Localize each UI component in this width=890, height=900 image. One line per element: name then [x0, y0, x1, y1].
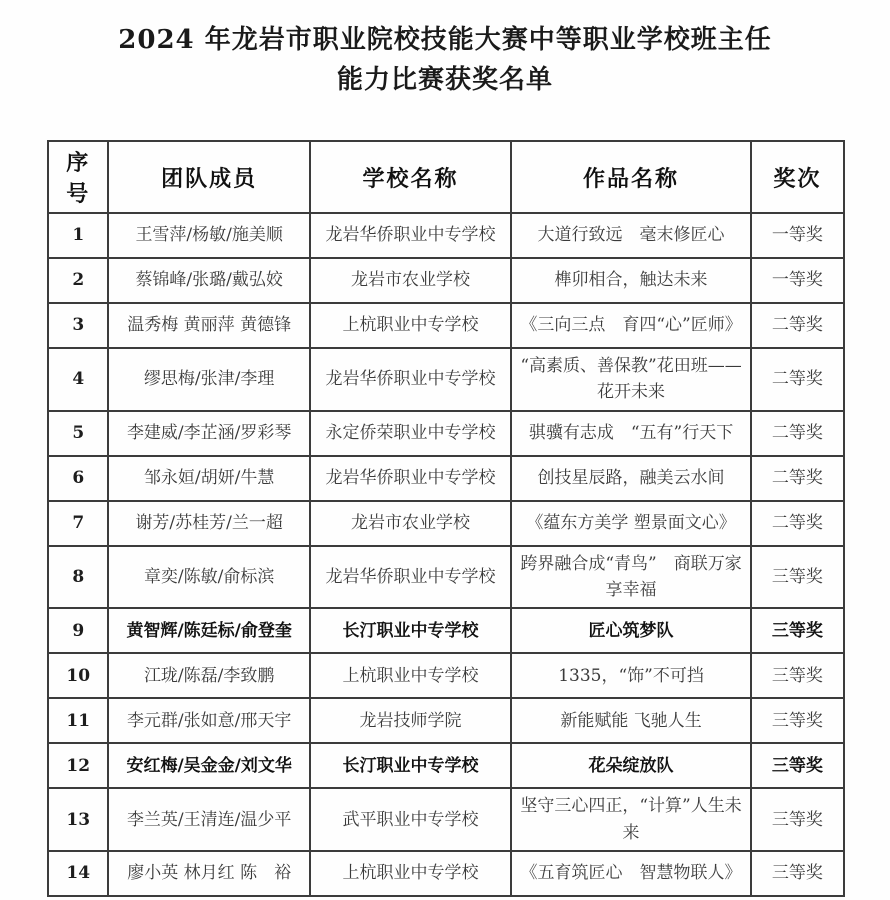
cell-award: 二等奖 [751, 303, 844, 348]
cell-school: 龙岩华侨职业中专学校 [310, 213, 511, 258]
table-row [48, 411, 844, 456]
cell-serial: 2 [48, 258, 108, 303]
table-row [48, 258, 844, 303]
cell-school: 龙岩技师学院 [310, 698, 511, 743]
cell-members: 安红梅/吴金金/刘文华 [108, 743, 309, 788]
cell-work: 《三向三点 育四“心”匠师》 [511, 303, 751, 348]
cell-members: 黄智辉/陈廷标/俞登奎 [108, 608, 309, 653]
table-row [48, 546, 844, 609]
table-row [48, 851, 844, 896]
cell-school: 长汀职业中专学校 [310, 608, 511, 653]
cell-serial: 1 [48, 213, 108, 258]
cell-award: 三等奖 [751, 608, 844, 653]
cell-members: 李元群/张如意/邢天宇 [108, 698, 309, 743]
cell-members: 章奕/陈敏/俞标滨 [108, 546, 309, 609]
cell-members: 蔡锦峰/张璐/戴弘姣 [108, 258, 309, 303]
cell-award: 二等奖 [751, 411, 844, 456]
cell-school: 长汀职业中专学校 [310, 743, 511, 788]
cell-serial: 6 [48, 456, 108, 501]
cell-school: 武平职业中专学校 [310, 788, 511, 851]
cell-award: 三等奖 [751, 698, 844, 743]
cell-work: 《蕴东方美学 塑景面文心》 [511, 501, 751, 546]
table-row [48, 501, 844, 546]
cell-work: 《五育筑匠心 智慧物联人》 [511, 851, 751, 896]
cell-award: 三等奖 [751, 743, 844, 788]
cell-members: 李兰英/王清连/温少平 [108, 788, 309, 851]
cell-work: 新能赋能 飞驰人生 [511, 698, 751, 743]
cell-serial: 10 [48, 653, 108, 698]
column-header-serial: 序号 [48, 141, 108, 213]
cell-work: 1335，“饰”不可挡 [511, 653, 751, 698]
title-line-2: 能力比赛获奖名单 [336, 65, 553, 95]
cell-award: 三等奖 [751, 546, 844, 609]
cell-members: 廖小英 林月红 陈 裕 [108, 851, 309, 896]
cell-school: 龙岩华侨职业中专学校 [310, 546, 511, 609]
cell-work: 匠心筑梦队 [511, 608, 751, 653]
cell-serial: 8 [48, 546, 108, 609]
cell-work: 榫卯相合，触达未来 [511, 258, 751, 303]
cell-school: 永定侨荣职业中专学校 [310, 411, 511, 456]
cell-school: 上杭职业中专学校 [310, 303, 511, 348]
cell-school: 龙岩华侨职业中专学校 [310, 348, 511, 411]
cell-members: 江珑/陈磊/李致鹏 [108, 653, 309, 698]
cell-serial: 11 [48, 698, 108, 743]
column-header-school: 学校名称 [310, 141, 511, 213]
cell-award: 二等奖 [751, 501, 844, 546]
cell-award: 三等奖 [751, 788, 844, 851]
cell-serial: 4 [48, 348, 108, 411]
cell-school: 龙岩市农业学校 [310, 501, 511, 546]
award-results-table [47, 140, 845, 897]
table-row [48, 303, 844, 348]
title-line-1: 2024 年龙岩市职业院校技能大赛中等职业学校班主任 [118, 25, 772, 55]
table-row [48, 698, 844, 743]
cell-members: 李建威/李芷涵/罗彩琴 [108, 411, 309, 456]
cell-work: 大道行致远 毫末修匠心 [511, 213, 751, 258]
cell-work: 花朵绽放队 [511, 743, 751, 788]
cell-serial: 12 [48, 743, 108, 788]
cell-work: 创技星辰路，融美云水间 [511, 456, 751, 501]
cell-work: “高素质、善保教”花田班——花开未来 [511, 348, 751, 411]
cell-school: 龙岩华侨职业中专学校 [310, 456, 511, 501]
column-header-work: 作品名称 [511, 141, 751, 213]
table-header-row [48, 141, 844, 213]
cell-award: 二等奖 [751, 456, 844, 501]
cell-serial: 9 [48, 608, 108, 653]
cell-work: 跨界融合成“青鸟” 商联万家享幸福 [511, 546, 751, 609]
cell-members: 温秀梅 黄丽萍 黄德锋 [108, 303, 309, 348]
table-row [48, 608, 844, 653]
cell-serial: 14 [48, 851, 108, 896]
cell-school: 上杭职业中专学校 [310, 653, 511, 698]
cell-award: 一等奖 [751, 258, 844, 303]
cell-serial: 5 [48, 411, 108, 456]
page-title [0, 20, 890, 100]
column-header-members: 团队成员 [108, 141, 309, 213]
cell-work: 骐骥有志成 “五有”行天下 [511, 411, 751, 456]
cell-members: 缪思梅/张津/李理 [108, 348, 309, 411]
cell-members: 王雪萍/杨敏/施美顺 [108, 213, 309, 258]
cell-award: 一等奖 [751, 213, 844, 258]
cell-serial: 13 [48, 788, 108, 851]
table-row [48, 348, 844, 411]
cell-school: 龙岩市农业学校 [310, 258, 511, 303]
cell-award: 三等奖 [751, 851, 844, 896]
cell-members: 谢芳/苏桂芳/兰一超 [108, 501, 309, 546]
table-row [48, 743, 844, 788]
table-row [48, 456, 844, 501]
cell-serial: 7 [48, 501, 108, 546]
cell-work: 坚守三心四正，“计算”人生未来 [511, 788, 751, 851]
table-row [48, 653, 844, 698]
cell-award: 三等奖 [751, 653, 844, 698]
table-row [48, 213, 844, 258]
table-row [48, 788, 844, 851]
cell-award: 二等奖 [751, 348, 844, 411]
cell-school: 上杭职业中专学校 [310, 851, 511, 896]
column-header-award: 奖次 [751, 141, 844, 213]
cell-serial: 3 [48, 303, 108, 348]
cell-members: 邹永姮/胡妍/牛慧 [108, 456, 309, 501]
